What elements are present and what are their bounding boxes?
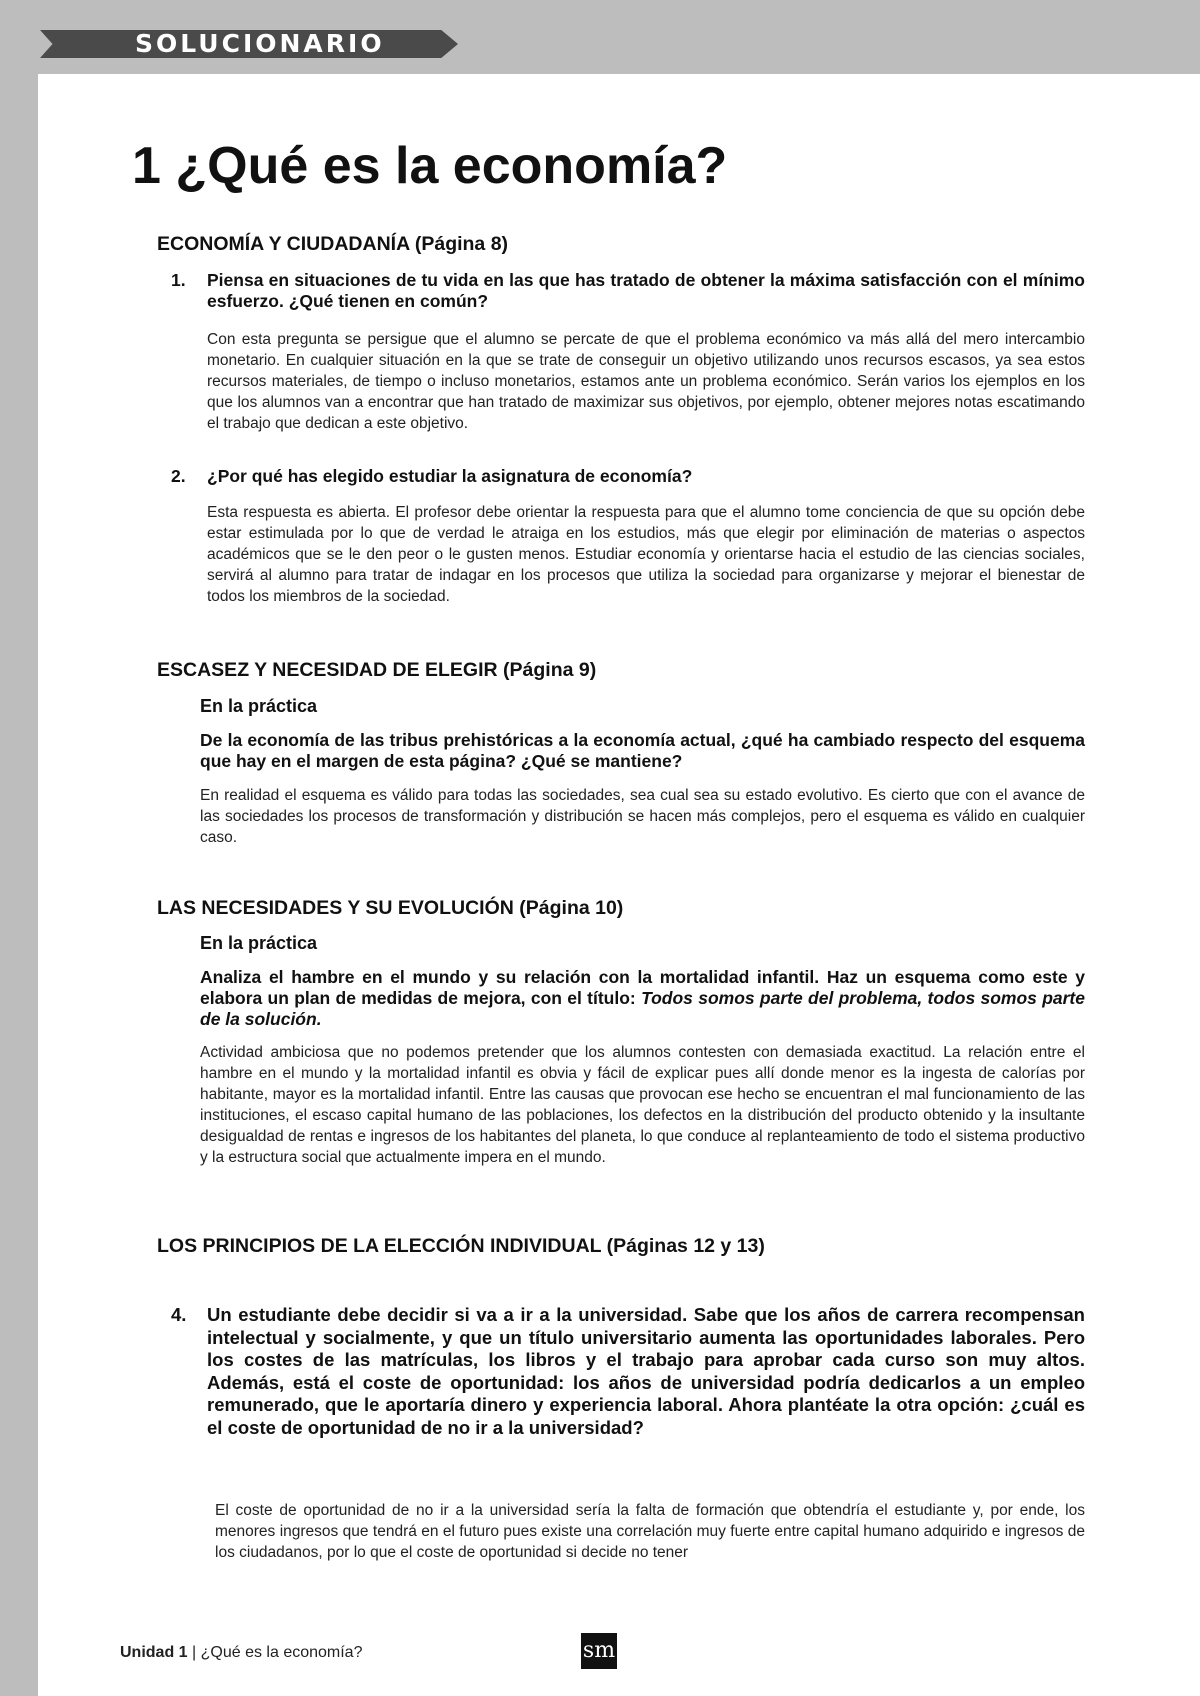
header-band-label: SOLUCIONARIO	[135, 29, 385, 58]
question-title-italic: Todos somos parte del problema, todos somos parte de la solución.	[200, 988, 1085, 1029]
question-text: ¿Por qué has elegido estudiar la asignatura de economía?	[207, 466, 693, 486]
page-title: 1 ¿Qué es la economía?	[132, 137, 728, 195]
footer-unit: Unidad 1	[120, 1644, 188, 1661]
section-heading-principios: LOS PRINCIPIOS DE LA ELECCIÓN INDIVIDUAL (Páginas 12 y 13)	[157, 1235, 765, 1257]
left-margin-bar	[0, 74, 38, 1696]
footer-separator: |	[187, 1644, 201, 1661]
question-text: Un estudiante debe decidir si va a ir a la universidad. Sabe que los años de carrera recompensan intelectual y socialmente, y que un título universitario aumenta las oportunidades laborales. Pero los costes de las matrículas, los libros y el trabajo para aprobar cada curso son muy altos. Además, está el coste de oportunidad: los años de universidad podría dedicarlos a un empleo remunerado, que le aportaría dinero y experiencia laboral. Ahora plantéate la otra opción: ¿cuál es el coste de oportunidad de no ir a la universidad?	[207, 1304, 1085, 1438]
answer-text: Con esta pregunta se persigue que el alumno se percate de que el problema económico va más allá del mero intercambio monetario. En cualquier situación en la que se trate de conseguir un objetivo utilizando unos recursos escasos, ya sea estos recursos materiales, de tiempo o incluso monetarios, estamos ante un problema económico. Serán varios los ejemplos en los que los alumnos van a encontrar que han tratado de maximizar sus objetivos, por ejemplo, obtener mejores notas escatimando el trabajo que dedican a este objetivo.	[207, 331, 1085, 432]
answer-text: Actividad ambiciosa que no podemos pretender que los alumnos contesten con demasiada exactitud. La relación entre el hambre en el mundo y la mortalidad infantil es obvia y fácil de explicar pues allí donde menor es la ingesta de calorías por habitante, mayor es la mortalidad infantil. Entre las causas que provocan ese hecho se encuentran el mal funcionamiento de las instituciones, el escaso capital humano de las poblaciones, los defectos en la distribución del producto obtenido y la insultante desigualdad de rentas e ingresos de los habitantes del planeta, lo que conduce al replanteamiento de todo el sistema productivo y la estructura social que actualmente impera en el mundo.	[200, 1044, 1085, 1166]
answer-text: El coste de oportunidad de no ir a la universidad sería la falta de formación que obtendría el estudiante y, por ende, los menores ingresos que tendrá en el futuro pues existe una correlación muy fuerte entre capital humano adquirido e ingresos de los ciudadanos, por lo que el coste de oportunidad si decide no tener	[215, 1502, 1085, 1561]
question-text: De la economía de las tribus prehistóricas a la economía actual, ¿qué ha cambiado respecto del esquema que hay en el margen de esta página? ¿Qué se mantiene?	[200, 730, 1085, 771]
footer	[120, 1644, 362, 1662]
publisher-logo: sm	[581, 1633, 617, 1669]
question-text	[200, 967, 1085, 1030]
question-number: 4.	[171, 1304, 187, 1325]
question-text-main: Analiza el hambre en el mundo y su relación con la mortalidad infantil. Haz un esquema como este y elabora un plan de medidas de mejora, con el título:	[200, 967, 1085, 1008]
section-heading-escasez: ESCASEZ Y NECESIDAD DE ELEGIR (Página 9)	[157, 659, 597, 681]
section-heading-economia-ciudadania: ECONOMÍA Y CIUDADANÍA (Página 8)	[157, 233, 509, 255]
section-heading-necesidades: LAS NECESIDADES Y SU EVOLUCIÓN (Página 10)	[157, 897, 624, 919]
question-number: 1.	[171, 270, 186, 290]
question-text: Piensa en situaciones de tu vida en las que has tratado de obtener la máxima satisfacción con el mínimo esfuerzo. ¿Qué tienen en común?	[207, 270, 1085, 311]
footer-topic: ¿Qué es la economía?	[200, 1644, 363, 1661]
subheading-en-la-practica: En la práctica	[200, 933, 318, 953]
answer-text: En realidad el esquema es válido para todas las sociedades, sea cual sea su estado evolutivo. Es cierto que con el avance de las sociedades los procesos de transformación y distribución se hacen más complejos, pero el esquema es válido en cualquier caso.	[200, 787, 1085, 846]
answer-text: Esta respuesta es abierta. El profesor debe orientar la respuesta para que el alumno tome conciencia de que su opción debe estar estimulada por lo que de verdad le atraiga en los estudios, más que elegir por eliminación de materias o aspectos académicos que se le den peor o le gusten menos. Estudiar economía y orientarse hacia el estudio de las ciencias sociales, servirá al alumno para tratar de indagar en los procesos que utiliza la sociedad para organizarse y mejorar el bienestar de todos los miembros de la sociedad.	[207, 504, 1085, 605]
subheading-en-la-practica: En la práctica	[200, 696, 318, 716]
question-number: 2.	[171, 466, 186, 486]
